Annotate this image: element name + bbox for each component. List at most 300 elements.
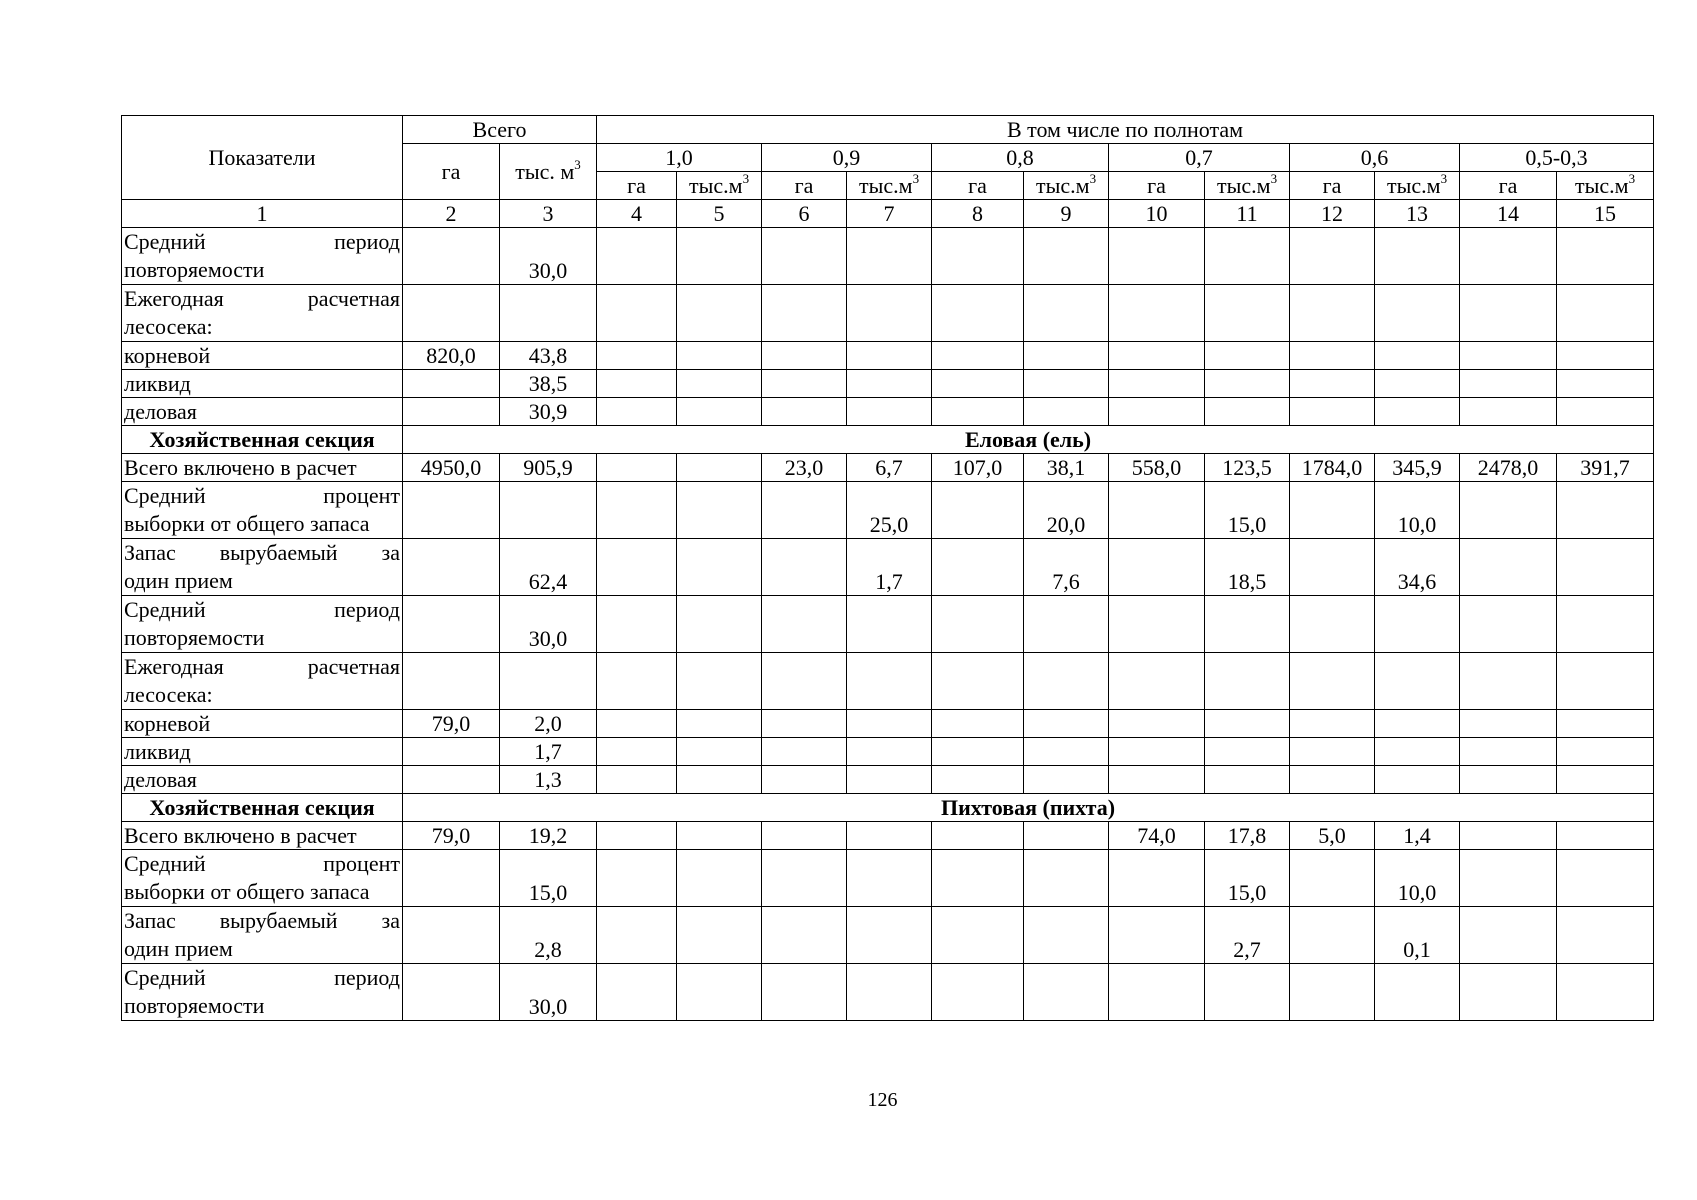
cell-value (1460, 482, 1557, 539)
cell-value (1557, 850, 1654, 907)
cell-value (1460, 596, 1557, 653)
cell-value (847, 964, 932, 1021)
cell-value (762, 370, 847, 398)
cell-value: 74,0 (1109, 822, 1205, 850)
cell-value: 1784,0 (1290, 454, 1375, 482)
cell-value (1557, 964, 1654, 1021)
cell-value: 1,3 (500, 766, 597, 794)
header-unit-ha: га (932, 172, 1024, 200)
cell-value (403, 653, 500, 710)
forest-inventory-table (121, 115, 1654, 1021)
cell-value (1460, 850, 1557, 907)
cell-value (932, 285, 1024, 342)
header-unit-ha: га (762, 172, 847, 200)
cell-value (677, 482, 762, 539)
cell-value: 15,0 (1205, 482, 1290, 539)
cell-value (403, 964, 500, 1021)
cell-value (403, 398, 500, 426)
header-unit-volume: $тыс.м^3$ (1375, 172, 1460, 200)
section-header-row (122, 794, 1654, 822)
cell-value (1205, 342, 1290, 370)
section-name: Еловая (ель) (403, 426, 1654, 454)
cell-value (403, 738, 500, 766)
cell-value: 20,0 (1024, 482, 1109, 539)
cell-value: 107,0 (932, 454, 1024, 482)
section-header-row (122, 426, 1654, 454)
cell-value (762, 653, 847, 710)
cell-value (1557, 228, 1654, 285)
table-row (122, 822, 1654, 850)
cell-value (1109, 370, 1205, 398)
header-total-volume: тыс. $м^3$ (500, 144, 597, 200)
header-density: 1,0 (597, 144, 762, 172)
cell-value (762, 964, 847, 1021)
cell-value: 30,0 (500, 596, 597, 653)
cell-value: 30,0 (500, 964, 597, 1021)
cell-value (932, 228, 1024, 285)
header-indicators: Показатели (122, 116, 403, 200)
cell-value (932, 370, 1024, 398)
cell-value (1024, 342, 1109, 370)
cell-value (932, 907, 1024, 964)
cell-value (403, 482, 500, 539)
row-label: Ежегодная расчетная лесосека: (122, 285, 403, 342)
table-row (122, 539, 1654, 596)
cell-value (1460, 766, 1557, 794)
cell-value (932, 539, 1024, 596)
table-row (122, 964, 1654, 1021)
cell-value (597, 342, 677, 370)
cell-value: 30,9 (500, 398, 597, 426)
cell-value (847, 228, 932, 285)
cell-value (1460, 342, 1557, 370)
table-row (122, 710, 1654, 738)
row-label: Запас вырубаемый за один прием (122, 539, 403, 596)
cell-value (1109, 342, 1205, 370)
cell-value: 1,7 (500, 738, 597, 766)
row-label: деловая (122, 766, 403, 794)
table-row (122, 766, 1654, 794)
cell-value (1024, 596, 1109, 653)
cell-value (1557, 738, 1654, 766)
cell-value (762, 850, 847, 907)
column-number: 5 (677, 200, 762, 228)
cell-value (847, 907, 932, 964)
table-row (122, 454, 1654, 482)
cell-value (1557, 766, 1654, 794)
cell-value: 558,0 (1109, 454, 1205, 482)
row-label: Средний период повторяемости (122, 964, 403, 1021)
cell-value: 62,4 (500, 539, 597, 596)
cell-value (1024, 228, 1109, 285)
cell-value (677, 738, 762, 766)
cell-value (1290, 850, 1375, 907)
cell-value (1290, 342, 1375, 370)
cell-value (762, 596, 847, 653)
column-number: 13 (1375, 200, 1460, 228)
cell-value (1205, 766, 1290, 794)
cell-value (932, 964, 1024, 1021)
cell-value (677, 907, 762, 964)
cell-value (1205, 228, 1290, 285)
cell-value: 30,0 (500, 228, 597, 285)
cell-value (597, 285, 677, 342)
cell-value (1375, 285, 1460, 342)
cell-value (1109, 228, 1205, 285)
cell-value: 905,9 (500, 454, 597, 482)
cell-value (1290, 766, 1375, 794)
cell-value (1024, 822, 1109, 850)
table-row (122, 285, 1654, 342)
cell-value: 2478,0 (1460, 454, 1557, 482)
table-row (122, 738, 1654, 766)
cell-value (1205, 964, 1290, 1021)
cell-value (403, 907, 500, 964)
cell-value (1109, 766, 1205, 794)
cell-value (597, 539, 677, 596)
cell-value (1290, 482, 1375, 539)
cell-value (1024, 285, 1109, 342)
cell-value (500, 285, 597, 342)
row-label: корневой (122, 342, 403, 370)
cell-value (1375, 766, 1460, 794)
cell-value: 10,0 (1375, 482, 1460, 539)
cell-value (1460, 285, 1557, 342)
cell-value (1460, 398, 1557, 426)
cell-value: 15,0 (500, 850, 597, 907)
cell-value (597, 766, 677, 794)
cell-value (677, 596, 762, 653)
cell-value (1460, 822, 1557, 850)
cell-value: 4950,0 (403, 454, 500, 482)
cell-value (762, 539, 847, 596)
cell-value (1557, 482, 1654, 539)
cell-value (1557, 596, 1654, 653)
cell-value (847, 398, 932, 426)
cell-value (847, 738, 932, 766)
cell-value (1557, 653, 1654, 710)
cell-value (1109, 907, 1205, 964)
header-density: 0,9 (762, 144, 932, 172)
cell-value: 2,0 (500, 710, 597, 738)
cell-value (1460, 539, 1557, 596)
cell-value (1460, 710, 1557, 738)
cell-value (1557, 342, 1654, 370)
column-number: 6 (762, 200, 847, 228)
table-row (122, 653, 1654, 710)
cell-value (1109, 482, 1205, 539)
header-unit-ha: га (1460, 172, 1557, 200)
cell-value (1557, 285, 1654, 342)
cell-value (1557, 822, 1654, 850)
header-including: В том числе по полнотам (597, 116, 1654, 144)
cell-value (403, 539, 500, 596)
cell-value (677, 653, 762, 710)
cell-value: 345,9 (1375, 454, 1460, 482)
cell-value (677, 370, 762, 398)
cell-value (762, 228, 847, 285)
row-label: Всего включено в расчет (122, 822, 403, 850)
cell-value (677, 285, 762, 342)
cell-value (762, 766, 847, 794)
cell-value (1024, 766, 1109, 794)
cell-value (847, 285, 932, 342)
cell-value: 10,0 (1375, 850, 1460, 907)
cell-value (1290, 710, 1375, 738)
cell-value (762, 710, 847, 738)
cell-value (932, 822, 1024, 850)
section-label: Хозяйственная секция (122, 426, 403, 454)
page-number: 126 (867, 1089, 898, 1111)
header-unit-volume: $тыс.м^3$ (677, 172, 762, 200)
cell-value: 18,5 (1205, 539, 1290, 596)
cell-value (403, 285, 500, 342)
cell-value (403, 596, 500, 653)
cell-value (762, 342, 847, 370)
header-total-ha: га (403, 144, 500, 200)
row-label: Средний процент выборки от общего запаса (122, 850, 403, 907)
row-label: Ежегодная расчетная лесосека: (122, 653, 403, 710)
column-number: 14 (1460, 200, 1557, 228)
cell-value: 820,0 (403, 342, 500, 370)
cell-value: 79,0 (403, 822, 500, 850)
cell-value (932, 653, 1024, 710)
cell-value (403, 370, 500, 398)
cell-value (597, 482, 677, 539)
cell-value (1109, 398, 1205, 426)
cell-value (932, 482, 1024, 539)
cell-value (932, 398, 1024, 426)
section-label: Хозяйственная секция (122, 794, 403, 822)
cell-value (1109, 738, 1205, 766)
cell-value: 1,4 (1375, 822, 1460, 850)
header-total: Всего (403, 116, 597, 144)
cell-value (1557, 710, 1654, 738)
cell-value: 7,6 (1024, 539, 1109, 596)
cell-value (1375, 964, 1460, 1021)
cell-value (762, 398, 847, 426)
column-number: 1 (122, 200, 403, 228)
cell-value (1205, 370, 1290, 398)
header-unit-volume: $тыс.м^3$ (1205, 172, 1290, 200)
cell-value (1024, 653, 1109, 710)
cell-value: 38,5 (500, 370, 597, 398)
cell-value (1109, 653, 1205, 710)
row-label: Запас вырубаемый за один прием (122, 907, 403, 964)
table-row (122, 907, 1654, 964)
table-row (122, 482, 1654, 539)
cell-value (932, 850, 1024, 907)
cell-value (1375, 398, 1460, 426)
cell-value (1557, 398, 1654, 426)
cell-value (847, 822, 932, 850)
table-row (122, 398, 1654, 426)
table-row (122, 228, 1654, 285)
cell-value (1024, 370, 1109, 398)
cell-value (597, 738, 677, 766)
header-unit-ha: га (1109, 172, 1205, 200)
column-number: 12 (1290, 200, 1375, 228)
header-unit-ha: га (1290, 172, 1375, 200)
table-row (122, 342, 1654, 370)
cell-value (403, 228, 500, 285)
cell-value (597, 850, 677, 907)
cell-value: 1,7 (847, 539, 932, 596)
cell-value (677, 454, 762, 482)
column-number: 15 (1557, 200, 1654, 228)
cell-value: 38,1 (1024, 454, 1109, 482)
cell-value (1024, 710, 1109, 738)
cell-value (1290, 596, 1375, 653)
cell-value (1109, 539, 1205, 596)
cell-value (1205, 596, 1290, 653)
header-density: 0,8 (932, 144, 1109, 172)
header-density: 0,6 (1290, 144, 1460, 172)
cell-value (597, 710, 677, 738)
row-label: Всего включено в расчет (122, 454, 403, 482)
cell-value (1290, 228, 1375, 285)
row-label: Средний процент выборки от общего запаса (122, 482, 403, 539)
cell-value (1290, 964, 1375, 1021)
cell-value (847, 370, 932, 398)
cell-value: 23,0 (762, 454, 847, 482)
cell-value (932, 710, 1024, 738)
cell-value (762, 285, 847, 342)
cell-value (1024, 850, 1109, 907)
cell-value (762, 738, 847, 766)
cell-value (1460, 964, 1557, 1021)
cell-value (1205, 398, 1290, 426)
cell-value (597, 398, 677, 426)
cell-value (500, 653, 597, 710)
cell-value (1024, 907, 1109, 964)
header-unit-volume: $тыс.м^3$ (1024, 172, 1109, 200)
cell-value (1460, 653, 1557, 710)
table-row (122, 370, 1654, 398)
cell-value (847, 710, 932, 738)
cell-value (1375, 342, 1460, 370)
cell-value (1375, 653, 1460, 710)
cell-value (1557, 907, 1654, 964)
cell-value: 34,6 (1375, 539, 1460, 596)
cell-value (1205, 285, 1290, 342)
cell-value (677, 710, 762, 738)
column-number: 9 (1024, 200, 1109, 228)
cell-value (1375, 228, 1460, 285)
cell-value (1205, 653, 1290, 710)
cell-value: 2,7 (1205, 907, 1290, 964)
cell-value (1460, 738, 1557, 766)
cell-value: 43,8 (500, 342, 597, 370)
cell-value (403, 766, 500, 794)
cell-value (1375, 370, 1460, 398)
column-number: 7 (847, 200, 932, 228)
cell-value (1109, 964, 1205, 1021)
cell-value (677, 822, 762, 850)
row-label: ликвид (122, 738, 403, 766)
header-density: 0,7 (1109, 144, 1290, 172)
cell-value (1024, 964, 1109, 1021)
cell-value: 123,5 (1205, 454, 1290, 482)
cell-value (677, 766, 762, 794)
row-label: Средний период повторяемости (122, 228, 403, 285)
cell-value: 2,8 (500, 907, 597, 964)
cell-value (932, 766, 1024, 794)
cell-value (1375, 596, 1460, 653)
cell-value (1460, 228, 1557, 285)
cell-value (597, 653, 677, 710)
cell-value: 19,2 (500, 822, 597, 850)
cell-value (1290, 398, 1375, 426)
cell-value: 6,7 (847, 454, 932, 482)
cell-value (762, 482, 847, 539)
cell-value (597, 454, 677, 482)
cell-value (677, 850, 762, 907)
cell-value (677, 539, 762, 596)
column-number: 10 (1109, 200, 1205, 228)
cell-value (500, 482, 597, 539)
cell-value (1290, 370, 1375, 398)
header-unit-volume: $тыс.м^3$ (847, 172, 932, 200)
cell-value (1290, 285, 1375, 342)
cell-value: 391,7 (1557, 454, 1654, 482)
cell-value (1290, 653, 1375, 710)
cell-value (1460, 370, 1557, 398)
cell-value (1109, 850, 1205, 907)
cell-value (1109, 285, 1205, 342)
column-number: 11 (1205, 200, 1290, 228)
cell-value (1290, 738, 1375, 766)
column-number: 4 (597, 200, 677, 228)
header-unit-ha: га (597, 172, 677, 200)
cell-value (847, 766, 932, 794)
table-row (122, 850, 1654, 907)
header-unit-volume: $тыс.м^3$ (1557, 172, 1654, 200)
cell-value: 17,8 (1205, 822, 1290, 850)
cell-value (597, 228, 677, 285)
cell-value (847, 596, 932, 653)
cell-value (403, 850, 500, 907)
cell-value (1024, 398, 1109, 426)
cell-value (597, 964, 677, 1021)
cell-value (1557, 370, 1654, 398)
cell-value (1290, 539, 1375, 596)
cell-value: 25,0 (847, 482, 932, 539)
cell-value (677, 228, 762, 285)
cell-value (1024, 738, 1109, 766)
cell-value (597, 370, 677, 398)
cell-value (597, 822, 677, 850)
cell-value (762, 822, 847, 850)
row-label: ликвид (122, 370, 403, 398)
cell-value (1557, 539, 1654, 596)
column-number: 3 (500, 200, 597, 228)
column-number: 2 (403, 200, 500, 228)
cell-value (597, 907, 677, 964)
header-density: 0,5-0,3 (1460, 144, 1654, 172)
cell-value (847, 342, 932, 370)
cell-value (677, 964, 762, 1021)
cell-value (932, 596, 1024, 653)
cell-value (1290, 907, 1375, 964)
cell-value: 0,1 (1375, 907, 1460, 964)
cell-value (1109, 596, 1205, 653)
cell-value (677, 398, 762, 426)
cell-value (762, 907, 847, 964)
cell-value (1205, 738, 1290, 766)
row-label: деловая (122, 398, 403, 426)
cell-value (1375, 738, 1460, 766)
